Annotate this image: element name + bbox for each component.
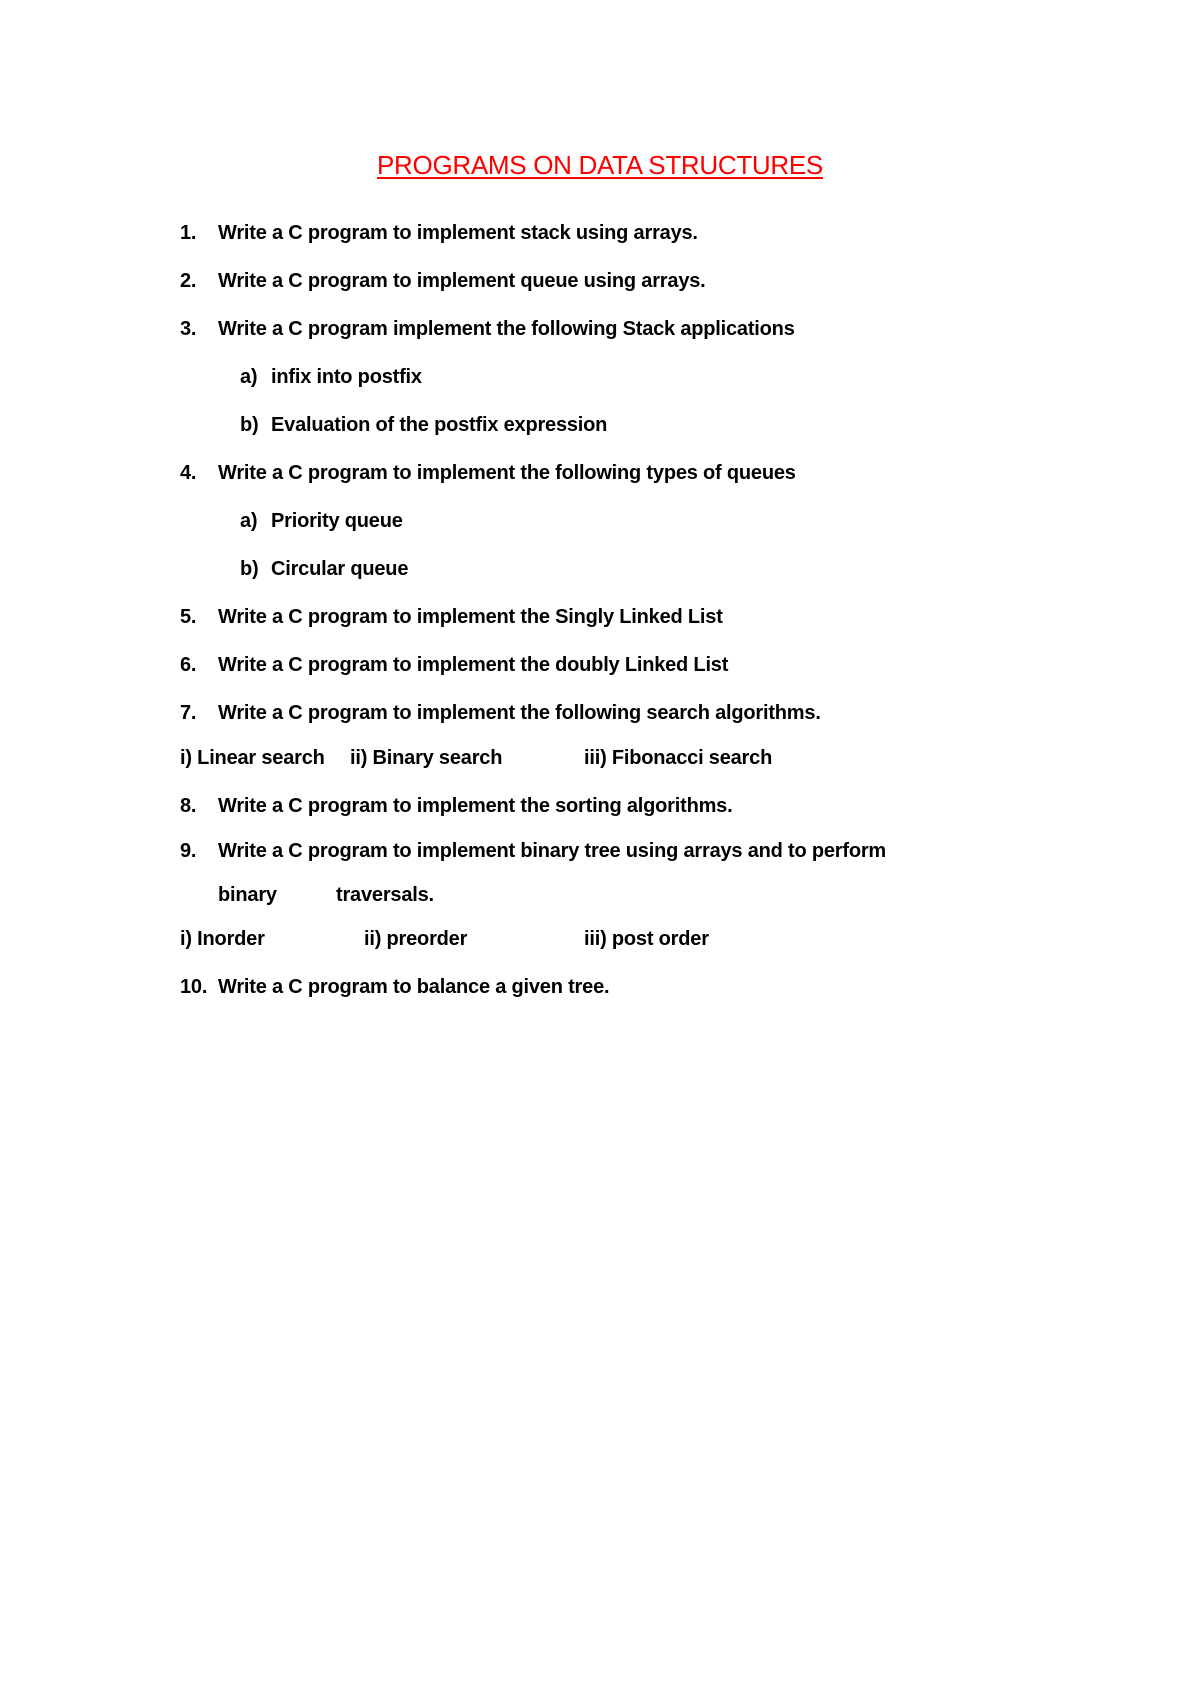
sub-item-label: a): [240, 510, 258, 532]
sub-item-text: Evaluation of the postfix expression: [271, 414, 608, 436]
item-number: 2.: [180, 270, 197, 292]
sub-item-text: Circular queue: [271, 558, 409, 580]
option-linear-search: i) Linear search: [180, 747, 325, 769]
item-number: 1.: [180, 222, 197, 244]
option-preorder: ii) preorder: [364, 928, 468, 950]
continuation-word: traversals.: [336, 884, 434, 906]
item-text: Write a C program to balance a given tree.: [218, 976, 610, 998]
item-number: 10.: [180, 976, 208, 998]
item-number: 8.: [180, 795, 197, 817]
option-postorder: iii) post order: [584, 928, 709, 950]
item-text: Write a C program to implement binary tree using arrays and to perform: [218, 840, 887, 862]
sub-item-label: a): [240, 366, 258, 388]
item-number: 3.: [180, 318, 197, 340]
option-binary-search: ii) Binary search: [350, 747, 503, 769]
sub-item-label: b): [240, 558, 259, 580]
item-text: Write a C program to implement the sorting algorithms.: [218, 795, 733, 817]
sub-item-text: infix into postfix: [271, 366, 422, 388]
item-number: 5.: [180, 606, 197, 628]
item-text: Write a C program to implement the following search algorithms.: [218, 702, 821, 724]
option-fibonacci-search: iii) Fibonacci search: [584, 747, 773, 769]
page-title: PROGRAMS ON DATA STRUCTURES: [377, 150, 823, 180]
item-number: 4.: [180, 462, 197, 484]
sub-item-label: b): [240, 414, 259, 436]
item-text: Write a C program implement the following Stack applications: [218, 318, 795, 340]
item-number: 9.: [180, 840, 197, 862]
item-text: Write a C program to implement stack using arrays.: [218, 222, 698, 244]
item-text: Write a C program to implement the following types of queues: [218, 462, 796, 484]
item-number: 7.: [180, 702, 197, 724]
item-number: 6.: [180, 654, 197, 676]
option-inorder: i) Inorder: [180, 928, 265, 950]
continuation-word: binary: [218, 884, 277, 906]
item-text: Write a C program to implement the doubly Linked List: [218, 654, 729, 676]
item-text: Write a C program to implement queue using arrays.: [218, 270, 706, 292]
sub-item-text: Priority queue: [271, 510, 403, 532]
item-text: Write a C program to implement the Singly Linked List: [218, 606, 723, 628]
